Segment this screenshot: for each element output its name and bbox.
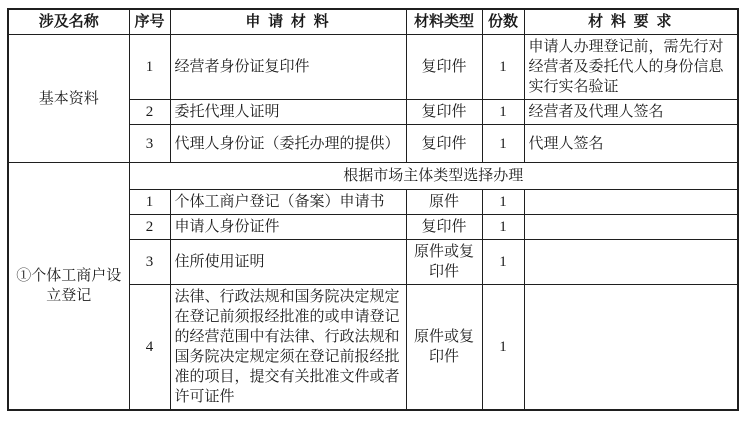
copies-cell: 1 [482, 215, 524, 240]
material-type-cell: 原件 [406, 190, 482, 215]
requirement-cell: 代理人签名 [524, 125, 738, 163]
requirement-cell [524, 240, 738, 285]
material-type-cell: 复印件 [406, 35, 482, 100]
material-type-cell: 复印件 [406, 100, 482, 125]
material-cell: 申请人身份证件 [170, 215, 406, 240]
serial-no-cell: 1 [129, 35, 170, 100]
material-cell: 住所使用证明 [170, 240, 406, 285]
table-row [8, 163, 738, 190]
section-name-individual-business-registration: ①个体工商户设立登记 [8, 163, 129, 411]
requirement-cell: 申请人办理登记前，需先行对经营者及委托代人的身份信息实行实名验证 [524, 35, 738, 100]
table-row [8, 35, 738, 100]
material-cell: 法律、行政法规和国务院决定规定在登记前须报经批准的或申请登记的经营范围中有法律、行政法规和国务院决定规定须在登记前报经批准的项目，提交有关批准文件或者许可证件 [170, 285, 406, 411]
copies-cell: 1 [482, 285, 524, 411]
material-type-cell: 原件或复印件 [406, 240, 482, 285]
serial-no-cell: 3 [129, 240, 170, 285]
copies-cell: 1 [482, 100, 524, 125]
material-type-cell: 复印件 [406, 215, 482, 240]
copies-cell: 1 [482, 35, 524, 100]
copies-cell: 1 [482, 125, 524, 163]
section-banner-cell: 根据市场主体类型选择办理 [129, 163, 738, 190]
material-type-cell: 复印件 [406, 125, 482, 163]
application-materials-table [7, 8, 739, 411]
serial-no-cell: 2 [129, 215, 170, 240]
header-material-type: 材料类型 [406, 9, 482, 35]
serial-no-cell: 3 [129, 125, 170, 163]
header-involved-name: 涉及名称 [8, 9, 129, 35]
requirement-cell [524, 190, 738, 215]
serial-no-cell: 2 [129, 100, 170, 125]
copies-cell: 1 [482, 190, 524, 215]
serial-no-cell: 1 [129, 190, 170, 215]
material-cell: 经营者身份证复印件 [170, 35, 406, 100]
copies-cell: 1 [482, 240, 524, 285]
header-material-requirement: 材 料 要 求 [524, 9, 738, 35]
requirement-cell [524, 285, 738, 411]
requirement-cell: 经营者及代理人签名 [524, 100, 738, 125]
material-cell: 代理人身份证（委托办理的提供） [170, 125, 406, 163]
material-type-cell: 原件或复印件 [406, 285, 482, 411]
section-name-basic-materials: 基本资料 [8, 35, 129, 163]
requirement-cell [524, 215, 738, 240]
serial-no-cell: 4 [129, 285, 170, 411]
header-copies: 份数 [482, 9, 524, 35]
header-serial-no: 序号 [129, 9, 170, 35]
header-application-material: 申 请 材 料 [170, 9, 406, 35]
table-header-row [8, 9, 738, 35]
material-cell: 个体工商户登记（备案）申请书 [170, 190, 406, 215]
material-cell: 委托代理人证明 [170, 100, 406, 125]
